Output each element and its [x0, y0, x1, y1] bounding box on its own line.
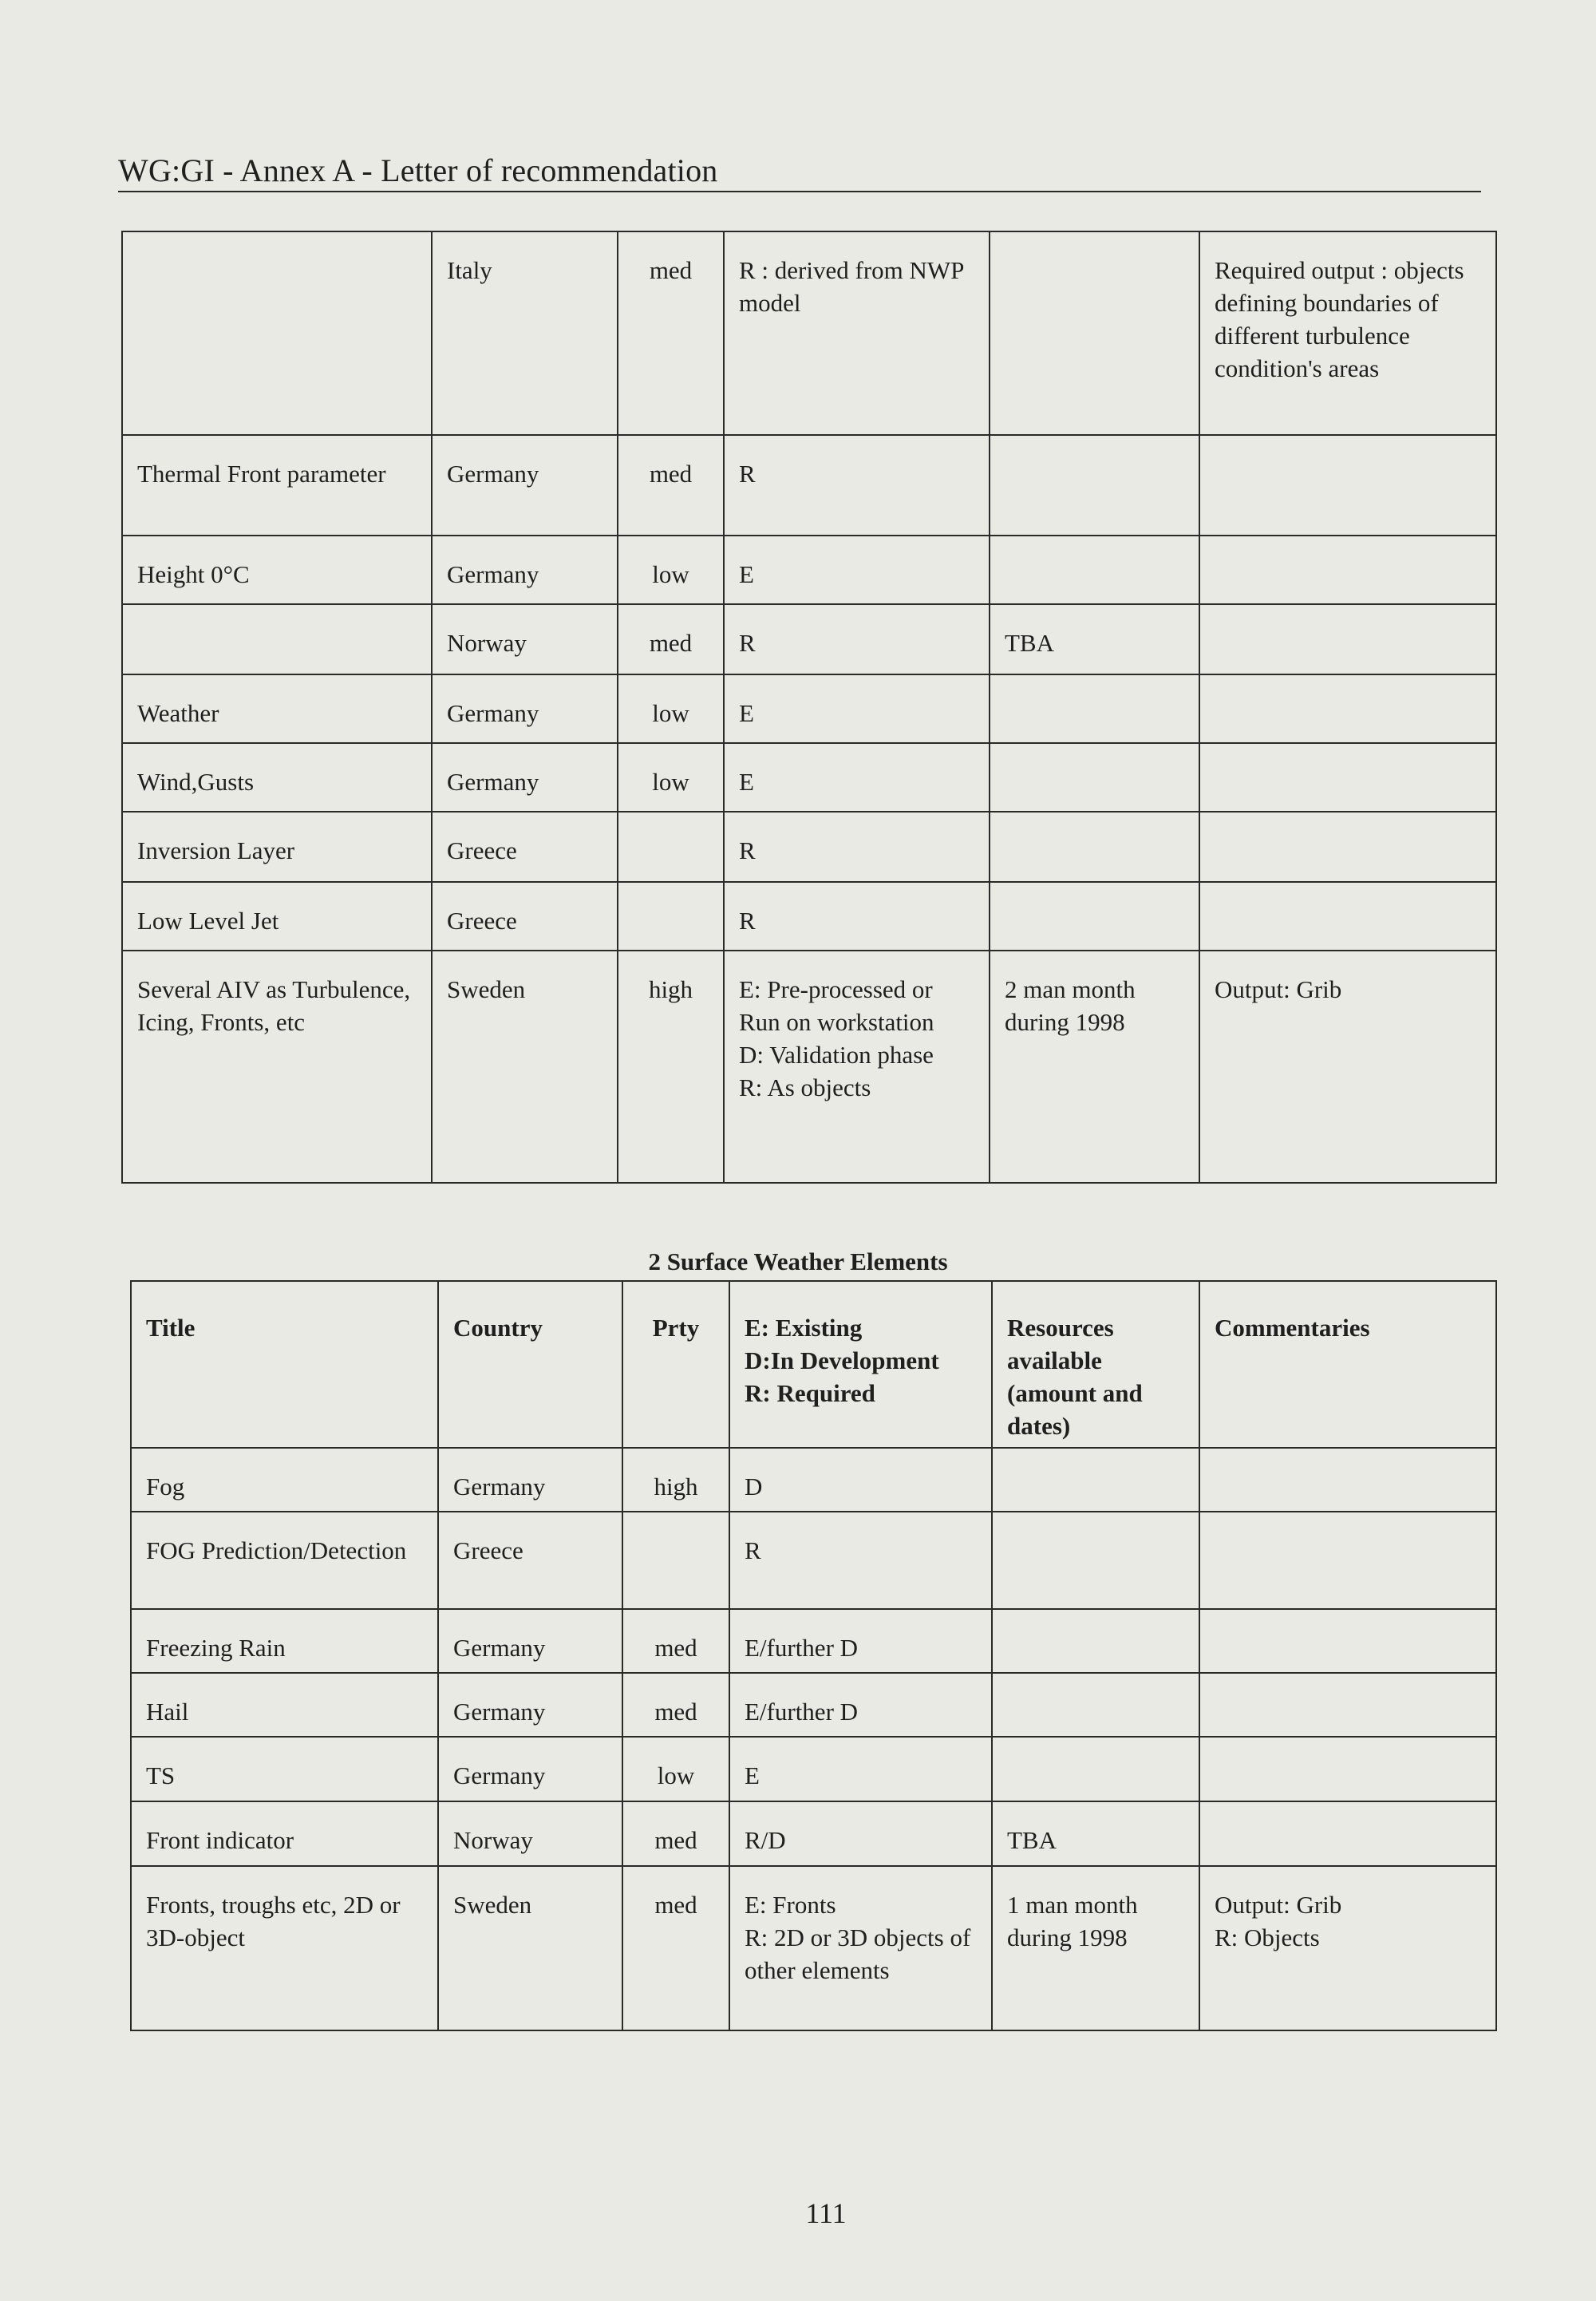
- table-row: [122, 435, 1496, 536]
- table-cell: Germany: [438, 1737, 622, 1801]
- table-cell: Greece: [432, 812, 618, 882]
- table-cell: E: Fronts R: 2D or 3D objects of other elements: [729, 1866, 992, 2030]
- table-cell: [1199, 882, 1496, 951]
- table-cell: [990, 743, 1199, 812]
- table-cell: Thermal Front parameter: [122, 435, 432, 536]
- table-row: [122, 674, 1496, 743]
- table-cell: low: [622, 1737, 729, 1801]
- table-cell: E: [724, 674, 990, 743]
- table-cell: [122, 231, 432, 435]
- table-cell: R : derived from NWP model: [724, 231, 990, 435]
- column-header: Resources available (amount and dates): [992, 1281, 1199, 1448]
- table-cell: Hail: [131, 1673, 438, 1737]
- table-cell: [990, 882, 1199, 951]
- table-cell: med: [618, 604, 724, 674]
- table-row: [131, 1737, 1496, 1801]
- table-cell: [992, 1512, 1199, 1609]
- table-cell: TBA: [990, 604, 1199, 674]
- table-cell: low: [618, 743, 724, 812]
- table-cell: [990, 674, 1199, 743]
- table-row: [122, 812, 1496, 882]
- table-row: [131, 1866, 1496, 2030]
- table-cell: [1199, 604, 1496, 674]
- table-cell: Inversion Layer: [122, 812, 432, 882]
- table-cell: E: [729, 1737, 992, 1801]
- table-row: [131, 1512, 1496, 1609]
- table-cell: [1199, 1737, 1496, 1801]
- table-cell: Germany: [432, 536, 618, 604]
- table-cell: Germany: [438, 1673, 622, 1737]
- table-cell: D: [729, 1448, 992, 1512]
- table-cell: [1199, 435, 1496, 536]
- table-cell: Output: Grib: [1199, 951, 1496, 1183]
- table-cell: TBA: [992, 1801, 1199, 1866]
- table-cell: [992, 1609, 1199, 1673]
- table-cell: R: [729, 1512, 992, 1609]
- table-cell: [122, 604, 432, 674]
- table-cell: [618, 812, 724, 882]
- column-header: Country: [438, 1281, 622, 1448]
- table-cell: high: [618, 951, 724, 1183]
- table-cell: Germany: [438, 1609, 622, 1673]
- table-cell: [990, 812, 1199, 882]
- table-cell: Germany: [438, 1448, 622, 1512]
- table-cell: Low Level Jet: [122, 882, 432, 951]
- table-cell: [1199, 1448, 1496, 1512]
- table-cell: med: [622, 1801, 729, 1866]
- table-cell: Required output : objects defining boundaries of different turbulence condition's areas: [1199, 231, 1496, 435]
- table-surface-weather-elements: [130, 1280, 1497, 2031]
- table-row: [122, 536, 1496, 604]
- section-title: 2 Surface Weather Elements: [648, 1247, 948, 1275]
- table-cell: E: Pre-processed or Run on workstation D: Validation phase R: As objects: [724, 951, 990, 1183]
- table-row: [122, 882, 1496, 951]
- table-cell: R: [724, 882, 990, 951]
- table-row: [122, 743, 1496, 812]
- table-cell: Fronts, troughs etc, 2D or 3D-object: [131, 1866, 438, 2030]
- table-cell: [1199, 536, 1496, 604]
- table-row: [131, 1609, 1496, 1673]
- table-cell: 1 man month during 1998: [992, 1866, 1199, 2030]
- table-cell: FOG Prediction/Detection: [131, 1512, 438, 1609]
- table-cell: med: [618, 231, 724, 435]
- table-cell: [618, 882, 724, 951]
- table-cell: [1199, 1609, 1496, 1673]
- table-cell: Norway: [438, 1801, 622, 1866]
- table-cell: med: [622, 1673, 729, 1737]
- table-cell: R: [724, 604, 990, 674]
- table-cell: Wind,Gusts: [122, 743, 432, 812]
- table-cell: [1199, 1673, 1496, 1737]
- table-cell: R: [724, 812, 990, 882]
- table-cell: Fog: [131, 1448, 438, 1512]
- table-row: [122, 604, 1496, 674]
- table-header-row: [131, 1281, 1496, 1448]
- table-cell: [1199, 1801, 1496, 1866]
- table-cell: Freezing Rain: [131, 1609, 438, 1673]
- table-cell: [1199, 812, 1496, 882]
- table-cell: E: [724, 743, 990, 812]
- table-cell: med: [622, 1866, 729, 2030]
- table-cell: Output: Grib R: Objects: [1199, 1866, 1496, 2030]
- table-row: [131, 1801, 1496, 1866]
- table-cell: [990, 435, 1199, 536]
- header-title: WG:GI - Annex A - Letter of recommendation: [118, 152, 718, 188]
- table-cell: Greece: [438, 1512, 622, 1609]
- page-header: [118, 152, 1481, 192]
- column-header: Prty: [622, 1281, 729, 1448]
- table-cell: Norway: [432, 604, 618, 674]
- table-cell: Several AIV as Turbulence, Icing, Fronts, etc: [122, 951, 432, 1183]
- table-cell: 2 man month during 1998: [990, 951, 1199, 1183]
- table-row: [122, 951, 1496, 1183]
- table-row: [122, 231, 1496, 435]
- column-header: Commentaries: [1199, 1281, 1496, 1448]
- table-cell: [1199, 674, 1496, 743]
- table-cell: Height 0°C: [122, 536, 432, 604]
- page-number: 111: [805, 2197, 847, 2229]
- table-cell: [992, 1673, 1199, 1737]
- table-cell: Germany: [432, 743, 618, 812]
- table-cell: [1199, 743, 1496, 812]
- table-cell: Front indicator: [131, 1801, 438, 1866]
- table-cell: Sweden: [432, 951, 618, 1183]
- table-cell: [992, 1737, 1199, 1801]
- table-cell: R: [724, 435, 990, 536]
- table-cell: Sweden: [438, 1866, 622, 2030]
- table-cell: TS: [131, 1737, 438, 1801]
- table-cell: [990, 231, 1199, 435]
- table-cell: E/further D: [729, 1609, 992, 1673]
- column-header: Title: [131, 1281, 438, 1448]
- table-cell: Germany: [432, 435, 618, 536]
- table-cell: [622, 1512, 729, 1609]
- table-cell: [1199, 1512, 1496, 1609]
- table-cell: E/further D: [729, 1673, 992, 1737]
- table-row: [131, 1448, 1496, 1512]
- table-cell: [992, 1448, 1199, 1512]
- table-cell: med: [618, 435, 724, 536]
- table-cell: E: [724, 536, 990, 604]
- table-cell: Weather: [122, 674, 432, 743]
- table-cell: [990, 536, 1199, 604]
- table-cell: high: [622, 1448, 729, 1512]
- table-upper-air-elements: [121, 231, 1497, 1184]
- table-cell: Italy: [432, 231, 618, 435]
- table-row: [131, 1673, 1496, 1737]
- table-cell: Germany: [432, 674, 618, 743]
- table-cell: R/D: [729, 1801, 992, 1866]
- column-header: E: Existing D:In Development R: Required: [729, 1281, 992, 1448]
- table-cell: med: [622, 1609, 729, 1673]
- table-cell: low: [618, 536, 724, 604]
- table-cell: Greece: [432, 882, 618, 951]
- table-cell: low: [618, 674, 724, 743]
